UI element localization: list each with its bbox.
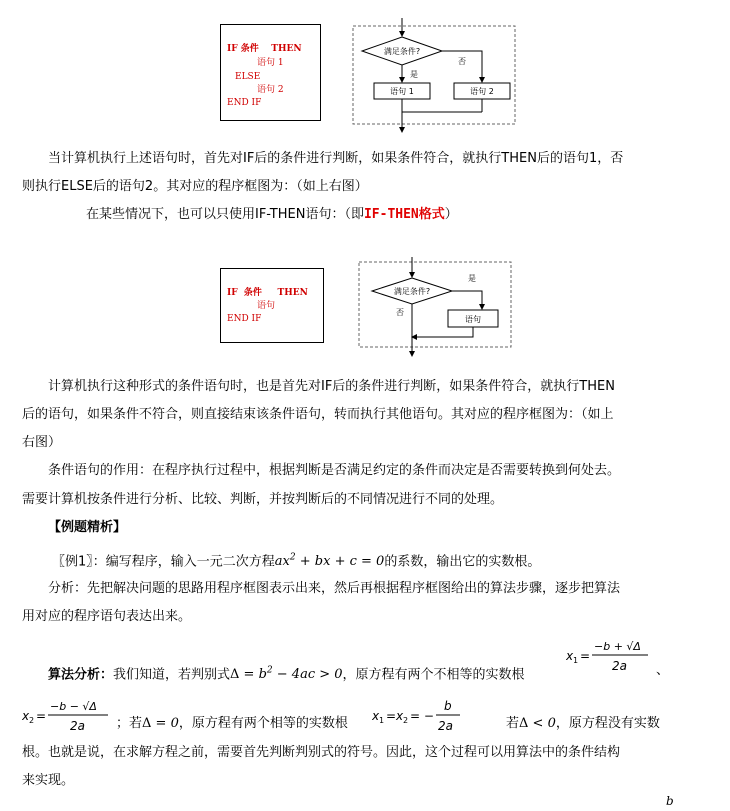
stmt2-label: 语句 2 [470, 87, 494, 96]
svg-text:= −: = − [410, 709, 434, 723]
example-text: ：编写程序，输入一元二次方程 [92, 554, 275, 570]
if-then-highlight: IF-THEN格式 [363, 207, 445, 222]
para2 [86, 204, 458, 226]
code2-line-if: IF 条件 THEN [227, 288, 308, 298]
para2-close: ） [444, 207, 458, 222]
svg-text:2a: 2a [438, 719, 453, 733]
decision-label-2: 满足条件? [393, 287, 431, 296]
section-title: 【例题精析】 [48, 520, 127, 535]
svg-text:2: 2 [29, 716, 35, 725]
algo-t6: 若 [506, 716, 520, 731]
yes-label: 是 [410, 70, 418, 79]
para3-line2: 后的语句，如果条件不符合，则直接结束该条件语句，转而执行其他语句。其对应的程序框图为：（如上 [22, 407, 614, 422]
svg-text:−b + √Δ: −b + √Δ [594, 640, 641, 653]
svg-text:1: 1 [379, 716, 385, 725]
example-label: 〖例1〗 [52, 554, 93, 570]
stmt-label-2: 语句 [465, 315, 481, 324]
flowchart-if-then-else [350, 18, 520, 138]
code-line-stmt2: 语句 2 [257, 85, 284, 95]
equation: $ax^2$ + bx + c = 0 [274, 553, 385, 570]
para2-text: 在某些情况下，也可以只使用IF-THEN语句：（即 [86, 207, 364, 222]
svg-text:−b − √Δ: −b − √Δ [50, 700, 97, 713]
stmt1-label: 语句 1 [390, 87, 414, 96]
svg-text:2a: 2a [612, 659, 627, 673]
analysis-line2: 用对应的程序语句表达出来。 [22, 609, 192, 624]
code-line-if: IF 条件 THEN [227, 44, 302, 54]
svg-text:x: x [396, 709, 404, 723]
dashed-frame [353, 26, 515, 124]
algo-t3: 、 [656, 663, 670, 678]
algo-line2b [506, 713, 660, 735]
yes-label-2: 是 [468, 274, 476, 283]
svg-text:x: x [566, 649, 574, 663]
para3-line1: 计算机执行这种形式的条件语句时，也是首先对IF后的条件进行判断，如果条件符合，就执行THEN [48, 379, 615, 394]
para4-line2: 需要计算机按条件进行分析、比较、判断，并按判断后的不同情况进行不同的处理。 [22, 492, 504, 507]
stray-letter: b [666, 794, 674, 808]
para3-line3: 右图） [22, 435, 62, 450]
algo-t1: 我们知道，若判别式 [113, 667, 231, 683]
no-label: 否 [458, 57, 466, 66]
algo-t5: ，原方程有两个相等的实数根 [178, 716, 348, 731]
example-line [52, 547, 540, 573]
root-x1-formula [566, 636, 658, 680]
discriminant-formula: $\Delta = b^2 - 4ac > 0$ [230, 666, 343, 683]
code-box-if-then-else [220, 24, 321, 121]
delta-zero: Δ = 0 [142, 716, 179, 731]
svg-text:=: = [580, 649, 591, 663]
code2-line-stmt: 语句 [257, 301, 276, 311]
svg-text:x: x [22, 709, 30, 723]
para1-line2: 则执行ELSE后的语句2。其对应的程序框图为：（如上右图） [22, 179, 368, 194]
root-x2-formula [22, 696, 114, 740]
decision-label: 满足条件? [383, 47, 421, 56]
dashed-frame-2 [359, 262, 511, 347]
code2-line-endif: END IF [227, 314, 262, 324]
analysis-line1: 分析：先把解决问题的思路用程序框图表示出来，然后再根据程序框图给出的算法步骤，逐步把算法 [48, 581, 621, 596]
algo-title: 算法分析： [48, 667, 114, 683]
svg-text:=: = [36, 709, 47, 723]
example-text-end: 的系数，输出它的实数根。 [384, 554, 541, 570]
algo-line3: 根。也就是说，在求解方程之前，需要首先判断判别式的符号。因此，这个过程可以用算法中的条件结构 [22, 745, 621, 760]
algo-t7: ，原方程没有实数 [555, 716, 660, 731]
flowchart-if-then [356, 257, 516, 357]
algo-t4: ；若 [116, 716, 143, 731]
algo-line1 [48, 660, 525, 686]
code-line-stmt1: 语句 1 [257, 58, 284, 68]
code-box-if-then [220, 268, 324, 343]
algo-line4: 来实现。 [22, 773, 75, 788]
svg-text:2a: 2a [70, 719, 85, 733]
para1-line1: 当计算机执行上述语句时，首先对IF后的条件进行判断，如果条件符合，就执行THEN后的语句1，否 [48, 151, 624, 166]
code-line-endif: END IF [227, 98, 262, 108]
algo-t2: ，原方程有两个不相等的实数根 [342, 667, 525, 683]
svg-text:2: 2 [403, 716, 409, 725]
delta-negative: Δ < 0 [519, 716, 556, 731]
no-label-2: 否 [396, 308, 404, 317]
svg-text:b: b [444, 699, 452, 713]
para4-line1: 条件语句的作用：在程序执行过程中，根据判断是否满足约定的条件而决定是否需要转换到何处去。 [48, 463, 621, 478]
algo-line2 [116, 713, 348, 735]
svg-text:=: = [386, 709, 397, 723]
code-line-else: ELSE [235, 72, 261, 82]
double-root-formula [372, 696, 464, 740]
svg-text:1: 1 [573, 656, 579, 665]
svg-text:x: x [372, 709, 380, 723]
